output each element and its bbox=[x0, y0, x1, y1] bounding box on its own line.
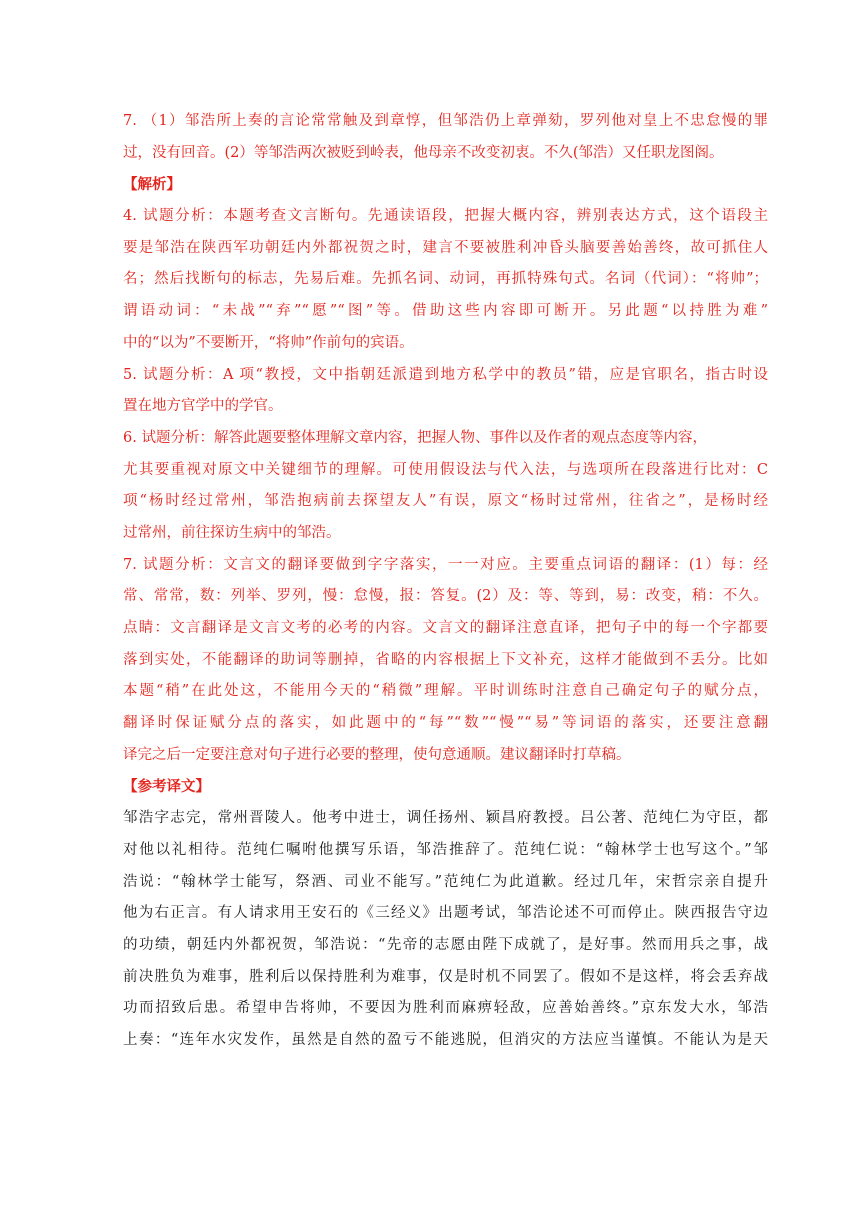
translation-heading: 【参考译文】 bbox=[123, 778, 210, 796]
text-line: 落到实处，不能翻译的助词等删掉，省略的内容根据上下文补充，这样才能做到不丢分。比如 bbox=[123, 651, 768, 668]
text-line: 4. 试题分析：本题考查文言断句。先通读语段，把握大概内容，辨别表达方式，这个语段主 bbox=[123, 208, 768, 225]
text-line: 尤其要重视对原文中关键细节的理解。可使用假设法与代入法，与选项所在段落进行比对：C bbox=[123, 461, 768, 478]
q7-answer-block bbox=[123, 106, 768, 169]
text-line: 本题“稍”在此处这，不能用今天的“稍微”理解。平时训练时注意自己确定句子的赋分点， bbox=[123, 683, 768, 700]
text-line: 6. 试题分析：解答此题要整体理解文章内容，把握人物、事件以及作者的观点态度等内容， bbox=[123, 429, 707, 446]
text-line: 项“杨时经过常州，邹浩抱病前去探望友人”有误，原文“杨时过常州，往省之”，是杨时经 bbox=[123, 493, 768, 510]
text-line: 常、常常，数：列举、罗列，慢：怠慢，报：答复。(2）及：等、等到，易：改变，稍：不久。 bbox=[123, 588, 768, 605]
text-line: 置在地方官学中的学官。 bbox=[123, 398, 283, 415]
text-line: 7. 试题分析：文言文的翻译要做到字字落实，一一对应。主要重点词语的翻译：(1）每：经 bbox=[123, 556, 768, 573]
text-line: 谓语动词：“未战”“弃”“愿”“图”等。借助这些内容即可断开。另此题“以持胜为难” bbox=[123, 303, 768, 320]
text-line: 上奏：“连年水灾发作，虽然是自然的盈亏不能逃脱，但消灾的方法应当谨慎。不能认为是天 bbox=[123, 1031, 768, 1048]
text-line: 点睛：文言翻译是文言文考的必考的内容。文言文的翻译注意直译，把句子中的每一个字都要 bbox=[123, 620, 768, 636]
text-line: 的功绩，朝廷内外都祝贺，邹浩说：“先帝的志愿由陛下成就了，是好事。然而用兵之事，战 bbox=[123, 936, 768, 953]
text-line: 5. 试题分析：A 项“教授，文中指朝廷派遣到地方私学中的教员”错，应是官职名，指古时设 bbox=[123, 366, 768, 383]
translation-block bbox=[123, 803, 768, 1057]
analysis-6-block bbox=[123, 423, 768, 550]
analysis-heading: 【解析】 bbox=[123, 176, 181, 194]
text-line: 前决胜负为难事，胜利后以保持胜利为难事，仅是时机不同罢了。假如不是这样，将会丢弃战 bbox=[123, 968, 768, 985]
text-line: 7. （1）邹浩所上奏的言论常常触及到章惇，但邹浩仍上章弹劾，罗列他对皇上不忠怠慢的罪 bbox=[123, 113, 768, 129]
text-line: 邹浩字志完，常州晋陵人。他考中进士，调任扬州、颖昌府教授。吕公著、范纯仁为守臣，都 bbox=[123, 810, 768, 827]
text-line: 功而招致后患。希望申告将帅，不要因为胜利而麻痹轻敌，应善始善终。”京东发大水，邹浩 bbox=[123, 1000, 768, 1017]
text-line: 中的“以为”不要断开，“将帅”作前句的宾语。 bbox=[123, 334, 414, 351]
text-line: 对他以礼相待。范纯仁嘱咐他撰写乐语，邹浩推辞了。范纯仁说：“翰林学士也写这个。”邹 bbox=[123, 841, 768, 858]
text-line: 译完之后一定要注意对句子进行必要的整理，使句意通顺。建议翻译时打草稿。 bbox=[123, 746, 631, 763]
text-line: 过常州，前往探访生病中的邹浩。 bbox=[123, 524, 341, 541]
text-line: 名；然后找断句的标志，先易后难。先抓名词、动词，再抓特殊句式。名词（代词）：“将帅”； bbox=[123, 271, 768, 288]
analysis-5-block bbox=[123, 360, 768, 423]
document-page bbox=[123, 106, 768, 1057]
text-line: 他为右正言。有人请求用王安石的《三经义》出题考试，邹浩论述不可而停止。陕西报告守边 bbox=[123, 905, 768, 922]
text-line: 要是邹浩在陕西军功朝廷内外都祝贺之时，建言不要被胜利冲昏头脑要善始善终，故可抓住人 bbox=[123, 239, 768, 256]
text-line: 翻译时保证赋分点的落实，如此题中的“每”“数”“慢”“易”等词语的落实，还要注意翻 bbox=[123, 715, 768, 732]
analysis-4-block bbox=[123, 201, 768, 359]
text-line: 浩说：“翰林学士能写，祭酒、司业不能写。”范纯仁为此道歉。经过几年，宋哲宗亲自提升 bbox=[123, 873, 768, 890]
analysis-7-block bbox=[123, 550, 768, 772]
text-line: 过，没有回音。(2）等邹浩两次被贬到岭表，他母亲不改变初衷。不久(邹浩）又任职龙图阁。 bbox=[123, 144, 724, 161]
